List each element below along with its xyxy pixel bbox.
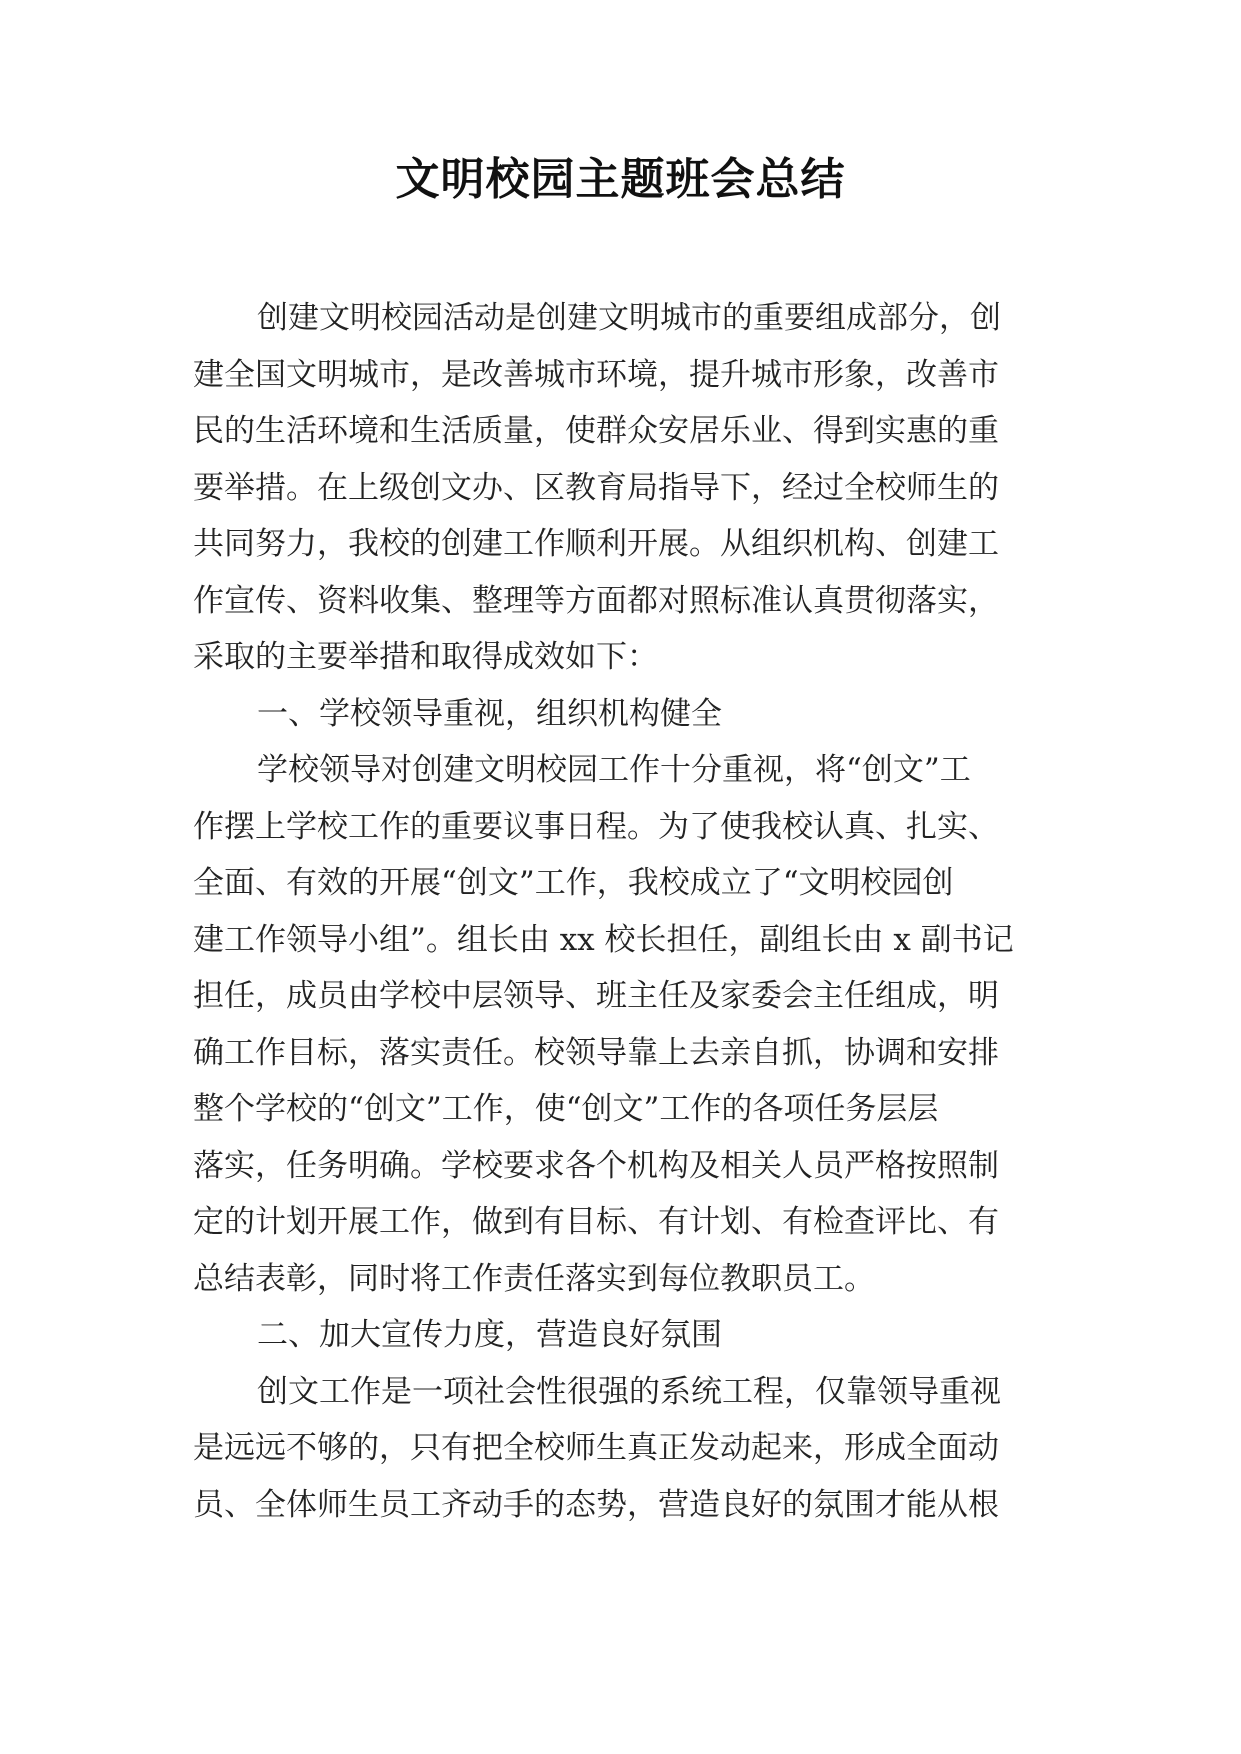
paragraph-line: 要举措。在上级创文办、区教育局指导下，经过全校师生的	[193, 469, 999, 506]
paragraph-line: 创文工作是一项社会性很强的系统工程，仅靠领导重视	[257, 1373, 1001, 1410]
paragraph-line: 定的计划开展工作，做到有目标、有计划、有检查评比、有	[193, 1204, 999, 1240]
paragraph-line: 民的生活环境和生活质量，使群众安居乐业、得到实惠的重	[193, 413, 999, 449]
paragraph-line: 作摆上学校工作的重要议事日程。为了使我校认真、扎实、	[193, 808, 999, 845]
document-body	[193, 290, 1053, 1533]
paragraph-line: 整个学校的“创文”工作，使“创文”工作的各项任务层层	[193, 1091, 939, 1127]
paragraph-line: 共同努力，我校的创建工作顺利开展。从组织机构、创建工	[193, 526, 999, 562]
paragraph-line: 建工作领导小组”。组长由 xx 校长担任，副组长由 x 副书记	[193, 921, 1014, 958]
paragraph-line: 创建文明校园活动是创建文明城市的重要组成部分，创	[257, 300, 1001, 336]
paragraph-line: 总结表彰，同时将工作责任落实到每位教职员工。	[193, 1260, 875, 1297]
paragraph-line: 是远远不够的，只有把全校师生真正发动起来，形成全面动	[193, 1430, 999, 1466]
section-heading: 二、加大宣传力度，营造良好氛围	[257, 1317, 722, 1353]
section-heading: 一、学校领导重视，组织机构健全	[257, 695, 722, 732]
paragraph-line: 建全国文明城市，是改善城市环境，提升城市形象，改善市	[193, 356, 999, 393]
paragraph-line: 作宣传、资料收集、整理等方面都对照标准认真贯彻落实，	[193, 582, 999, 619]
paragraph-line: 全面、有效的开展“创文”工作，我校成立了“文明校园创	[193, 865, 954, 901]
paragraph-line: 确工作目标，落实责任。校领导靠上去亲自抓，协调和安排	[193, 1034, 999, 1071]
paragraph-line: 采取的主要举措和取得成效如下：	[193, 639, 658, 675]
paragraph-line: 员、全体师生员工齐动手的态势，营造良好的氛围才能从根	[193, 1486, 999, 1523]
paragraph-line: 落实，任务明确。学校要求各个机构及相关人员严格按照制	[193, 1147, 999, 1184]
paragraph-line: 担任，成员由学校中层领导、班主任及家委会主任组成，明	[193, 978, 999, 1014]
paragraph-line: 学校领导对创建文明校园工作十分重视，将“创文”工	[257, 752, 971, 788]
document-title: 文明校园主题班会总结	[395, 154, 846, 205]
